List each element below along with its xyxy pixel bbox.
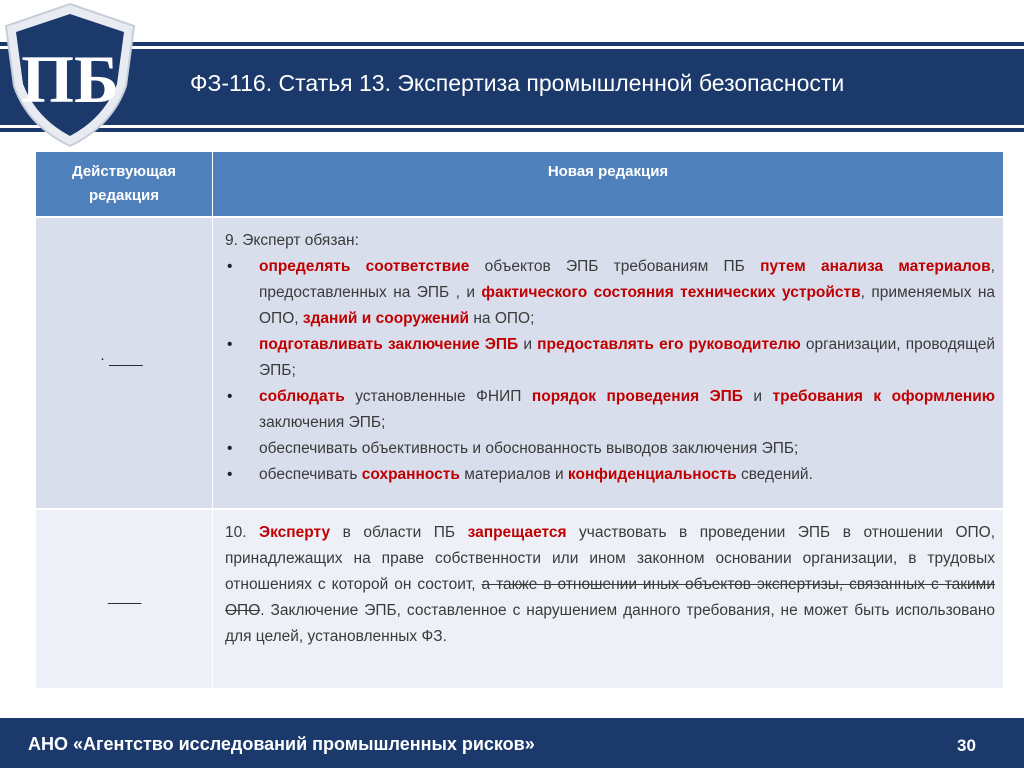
column-header-new: Новая редакция — [213, 152, 1003, 216]
comparison-table — [36, 152, 1003, 688]
row1-intro: 9. Эксперт обязан: — [225, 232, 359, 249]
svg-text:ПБ: ПБ — [21, 41, 119, 117]
row1-new-cell — [213, 218, 1003, 508]
row2-current-text: ____ — [108, 588, 142, 605]
list-item: • подготавливать заключение ЭПБ и предоставлять его руководителю организации, проводящей ЭПБ; — [225, 332, 995, 384]
page-number: 30 — [957, 736, 976, 755]
row1-current-cell — [36, 218, 212, 508]
column-header-current: Действующая редакция — [36, 152, 212, 216]
row2-paragraph: 10. Эксперту в области ПБ запрещается участвовать в проведении ЭПБ в отношении ОПО, принадлежащих на праве собственности или ином законном основании организации, в трудовых отношениях с которой он состоит, а также в отношении иных объектов экспертизы, связанных с такими ОПО. Заключение ЭПБ, составленное с нарушением данного требования, не может быть использовано для целей, установленных ФЗ. — [225, 524, 995, 645]
row2-new-cell — [213, 510, 1003, 688]
row1-current-text: · ____ — [100, 350, 143, 367]
list-item: • обеспечивать объективность и обоснованность выводов заключения ЭПБ; — [225, 436, 995, 462]
header-stripe-top — [0, 46, 1024, 49]
slide-title: ФЗ-116. Статья 13. Экспертиза промышленной безопасности — [190, 70, 845, 96]
shield-logo-icon — [0, 0, 140, 150]
footer-org: АНО «Агентство исследований промышленных рисков» — [28, 734, 535, 754]
header-stripe-bottom — [0, 125, 1024, 128]
row2-current-cell — [36, 510, 212, 688]
list-item: • соблюдать установленные ФНИП порядок проведения ЭПБ и требования к оформлению заключения ЭПБ; — [225, 384, 995, 436]
struck-text: а также в отношении иных объектов экспертизы, связанных с такими ОПО — [225, 576, 995, 619]
list-item: • обеспечивать сохранность материалов и конфиденциальность сведений. — [225, 462, 995, 488]
list-item: • определять соответствие объектов ЭПБ требованиям ПБ путем анализа материалов, предоставленных на ЭПБ , и фактического состояния технических устройств, применяемых на ОПО, зданий и сооружений на ОПО; — [225, 254, 995, 332]
